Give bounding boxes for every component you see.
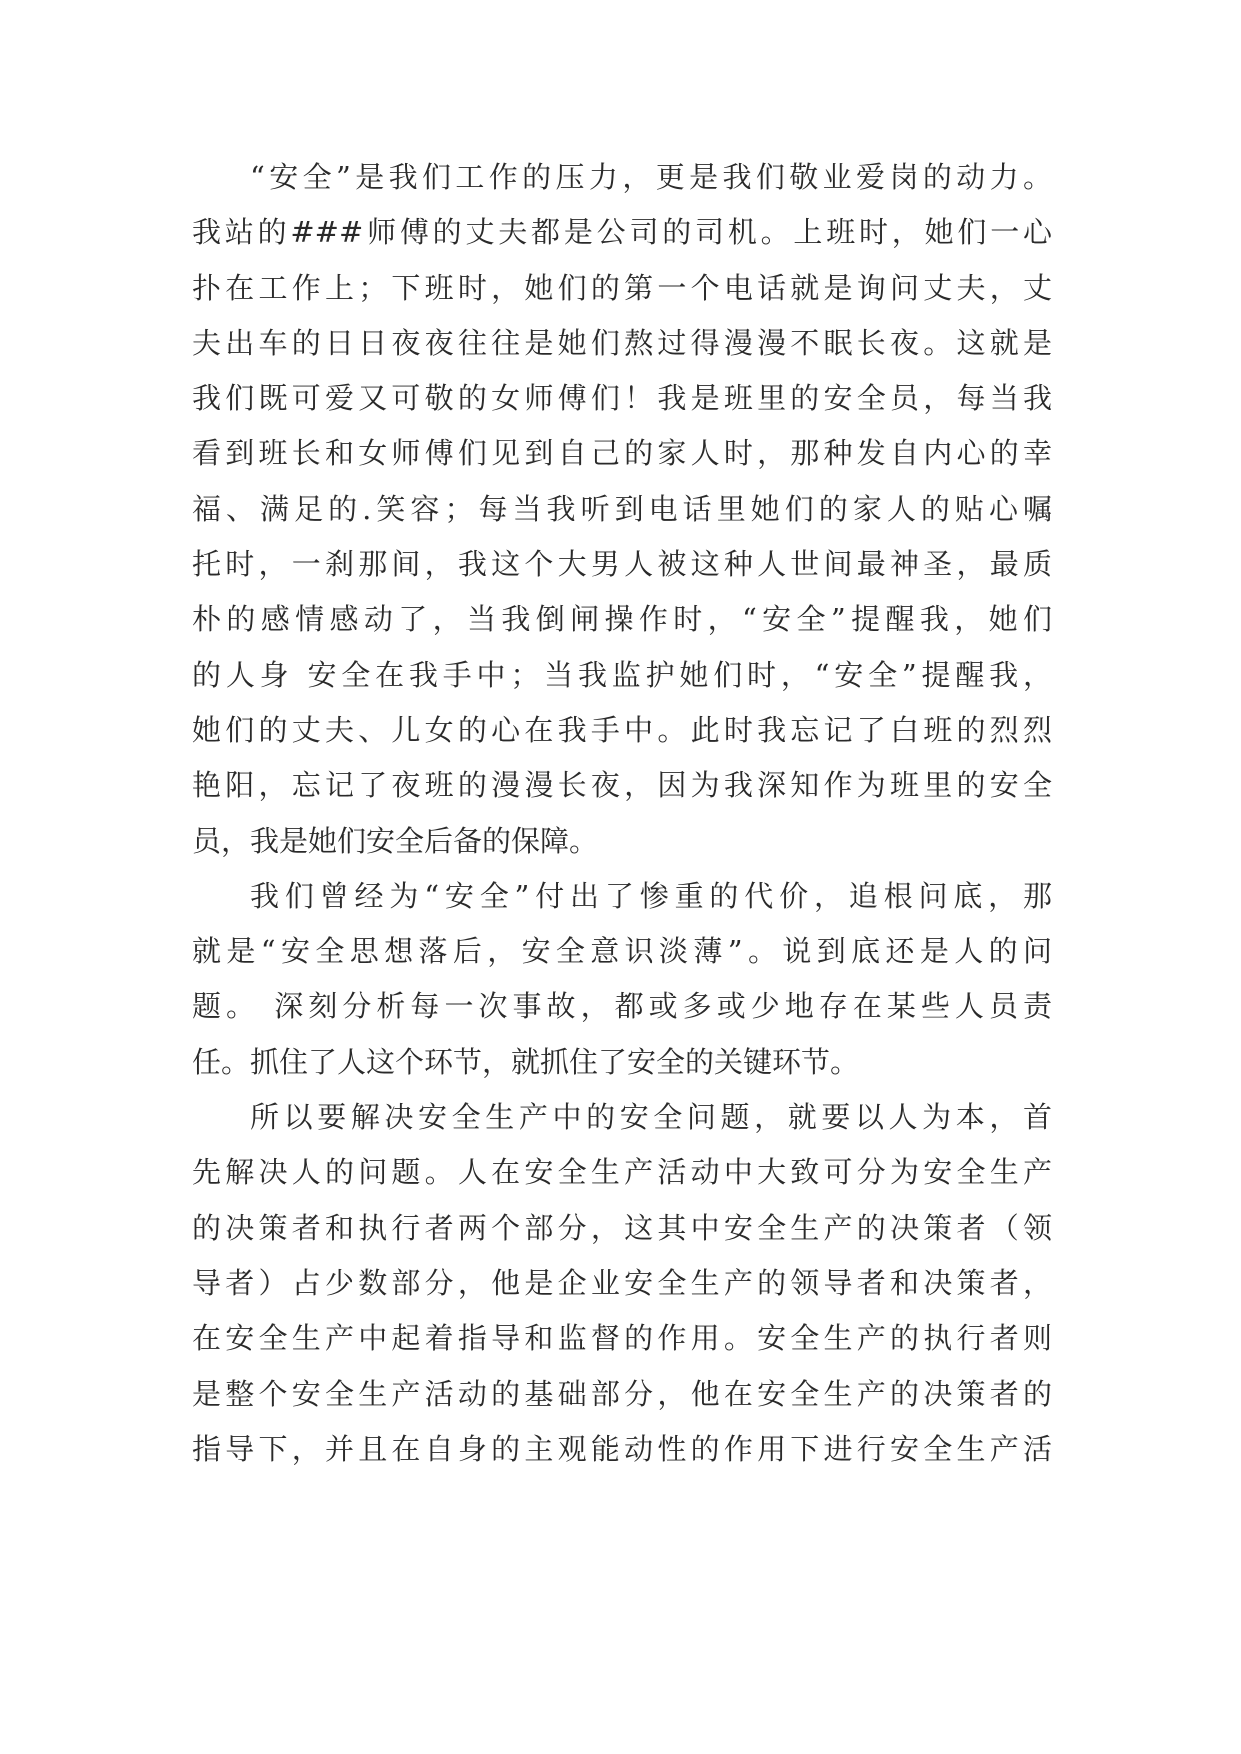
- paragraph-line: “安全”是我们工作的压力，更是我们敬业爱岗的动力。: [250, 160, 1052, 194]
- paragraph-line: 福、满足的.笑容；每当我听到电话里她们的家人的贴心嘱: [192, 491, 1052, 526]
- paragraph-line: 我们曾经为“安全”付出了惨重的代价，追根问底，那: [250, 878, 1052, 913]
- paragraph-line: 我站的###师傅的丈夫都是公司的司机。上班时，她们一心: [192, 215, 1052, 250]
- paragraph-line: 任。抓住了人这个环节，就抓住了安全的关键环节。: [192, 1044, 860, 1079]
- body-text: [192, 150, 1052, 1477]
- paragraph-line: 是整个安全生产活动的基础部分，他在安全生产的决策者的: [192, 1376, 1052, 1411]
- paragraph-line: 看到班长和女师傅们见到自己的家人时，那种发自内心的幸: [192, 436, 1052, 471]
- paragraph-line: 的人身 安全在我手中；当我监护她们时，“安全”提醒我，: [192, 657, 1052, 692]
- paragraph-line: 托时，一刹那间，我这个大男人被这种人世间最神圣，最质: [192, 547, 1052, 582]
- paragraph-line: 指导下，并且在自身的主观能动性的作用下进行安全生产活: [192, 1431, 1052, 1466]
- paragraph-line: 朴的感情感动了，当我倒闸操作时，“安全”提醒我，她们: [192, 602, 1052, 637]
- paragraph-line: 我们既可爱又可敬的女师傅们！我是班里的安全员，每当我: [192, 381, 1052, 416]
- paragraph-line: 员，我是她们安全后备的保障。: [192, 823, 599, 858]
- paragraph-line: 的决策者和执行者两个部分，这其中安全生产的决策者（领: [192, 1210, 1052, 1245]
- paragraph-line: 先解决人的问题。人在安全生产活动中大致可分为安全生产: [192, 1155, 1052, 1190]
- paragraph-line: 题。 深刻分析每一次事故，都或多或少地存在某些人员责: [192, 989, 1052, 1024]
- paragraph-line: 导者）占少数部分，他是企业安全生产的领导者和决策者，: [192, 1265, 1052, 1300]
- paragraph-line: 就是“安全思想落后，安全意识淡薄”。说到底还是人的问: [192, 934, 1052, 969]
- paragraph-line: 她们的丈夫、儿女的心在我手中。此时我忘记了白班的烈烈: [192, 712, 1052, 747]
- paragraph-line: 在安全生产中起着指导和监督的作用。安全生产的执行者则: [192, 1321, 1052, 1356]
- paragraph-line: 所以要解决安全生产中的安全问题，就要以人为本，首: [250, 1100, 1052, 1135]
- paragraph-line: 艳阳，忘记了夜班的漫漫长夜，因为我深知作为班里的安全: [192, 768, 1052, 803]
- paragraph-line: 扑在工作上；下班时，她们的第一个电话就是询问丈夫，丈: [192, 270, 1052, 305]
- paragraph-line: 夫出车的日日夜夜往往是她们熬过得漫漫不眠长夜。这就是: [192, 325, 1052, 360]
